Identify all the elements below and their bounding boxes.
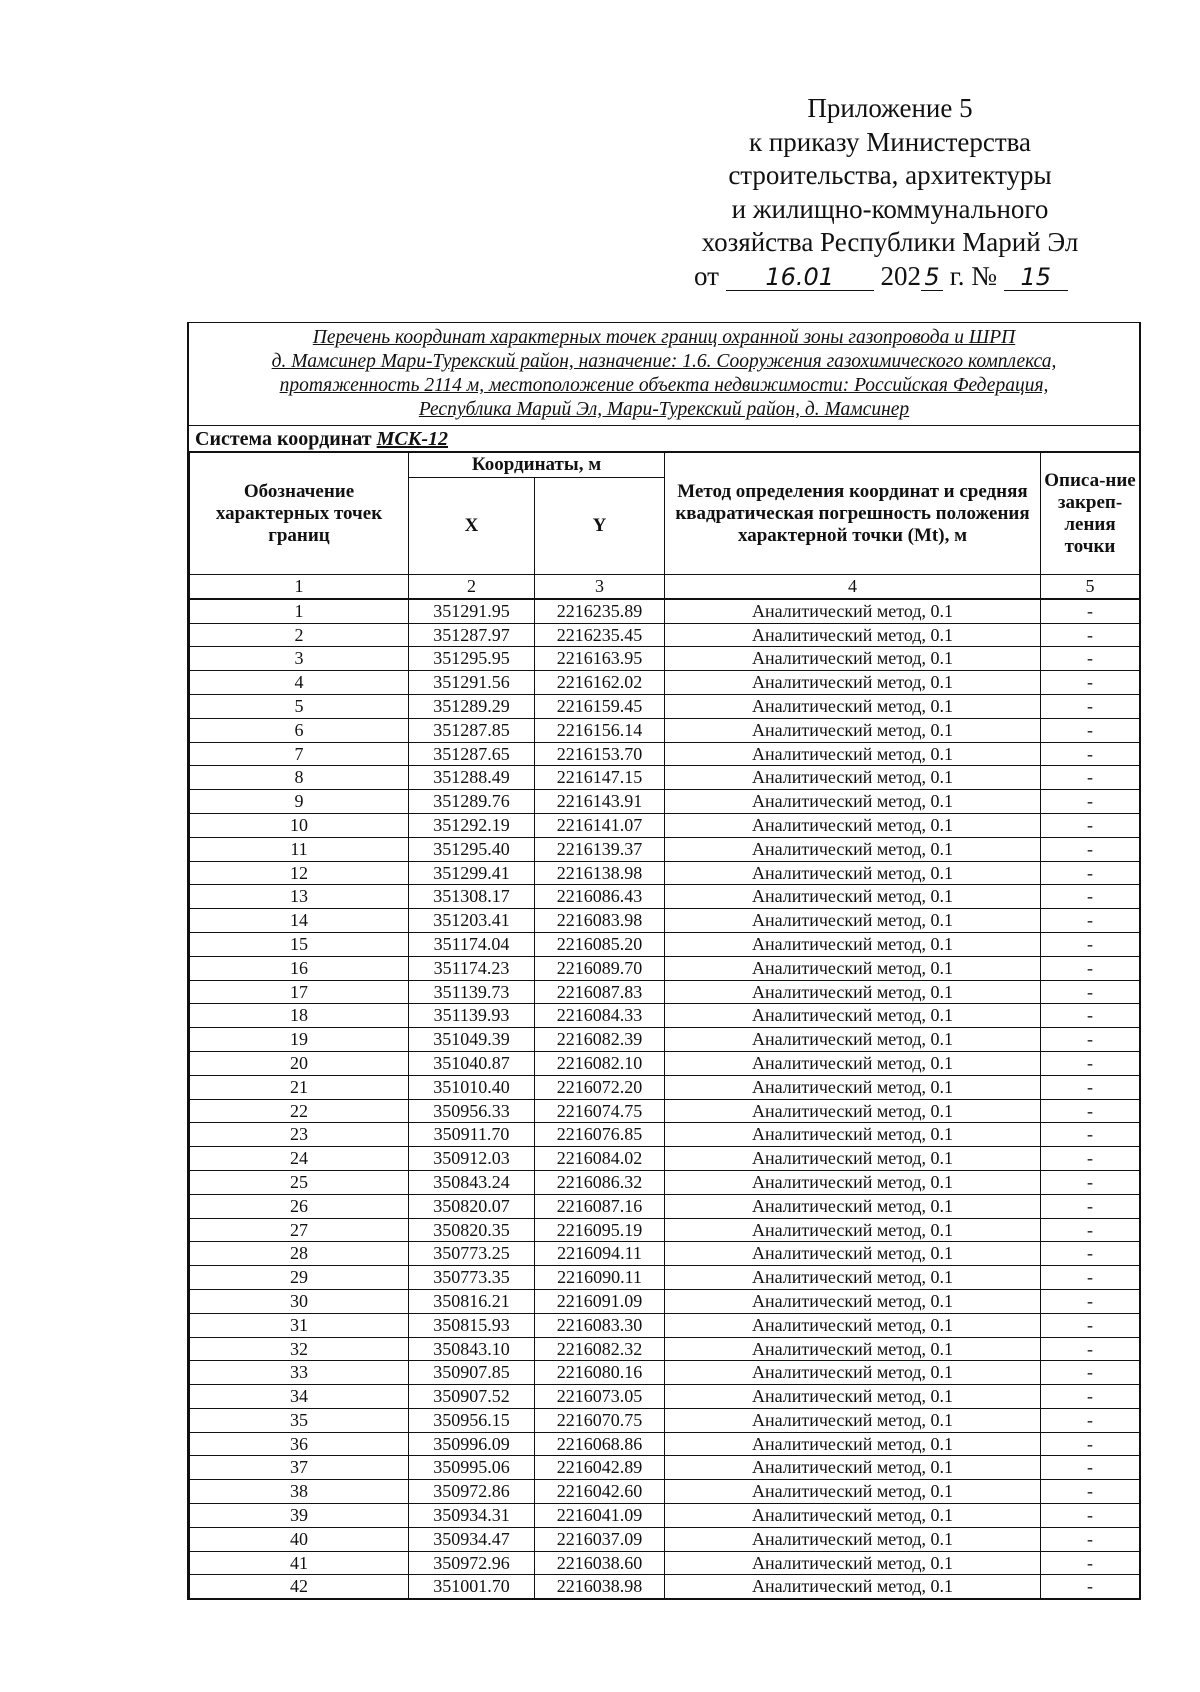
y-coordinate-cell: 2216138.98 [535,861,665,885]
x-coordinate-cell: 351287.97 [409,623,535,647]
table-row [190,1361,1140,1385]
description-cell: - [1041,1075,1140,1099]
y-coordinate-cell: 2216143.91 [535,790,665,814]
table-row [190,1456,1140,1480]
y-coordinate-cell: 2216041.09 [535,1504,665,1528]
point-number-cell: 3 [190,647,409,671]
description-cell: - [1041,1408,1140,1432]
table-row [190,1408,1140,1432]
y-coordinate-cell: 2216095.19 [535,1218,665,1242]
coordinates-table [189,452,1140,1599]
x-coordinate-cell: 350843.10 [409,1337,535,1361]
col-header-description: Описа-ние закреп-ления точки [1041,453,1140,575]
point-number-cell: 20 [190,1051,409,1075]
x-coordinate-cell: 350843.24 [409,1170,535,1194]
point-number-cell: 41 [190,1551,409,1575]
method-cell: Аналитический метод, 0.1 [665,1313,1041,1337]
x-coordinate-cell: 351291.95 [409,599,535,623]
method-cell: Аналитический метод, 0.1 [665,1123,1041,1147]
x-coordinate-cell: 350972.96 [409,1551,535,1575]
x-coordinate-cell: 350956.33 [409,1099,535,1123]
y-coordinate-cell: 2216147.15 [535,766,665,790]
y-coordinate-cell: 2216038.60 [535,1551,665,1575]
y-coordinate-cell: 2216139.37 [535,837,665,861]
table-row [190,694,1140,718]
y-coordinate-cell: 2216094.11 [535,1242,665,1266]
y-coordinate-cell: 2216089.70 [535,956,665,980]
point-number-cell: 5 [190,694,409,718]
description-cell: - [1041,647,1140,671]
method-cell: Аналитический метод, 0.1 [665,861,1041,885]
column-index: 3 [535,575,665,599]
table-row [190,1337,1140,1361]
point-number-cell: 26 [190,1194,409,1218]
description-cell: - [1041,1385,1140,1409]
point-number-cell: 13 [190,885,409,909]
table-row [190,1028,1140,1052]
table-row [190,742,1140,766]
x-coordinate-cell: 350815.93 [409,1313,535,1337]
method-cell: Аналитический метод, 0.1 [665,1385,1041,1409]
y-coordinate-cell: 2216083.30 [535,1313,665,1337]
description-cell: - [1041,980,1140,1004]
x-coordinate-cell: 350820.07 [409,1194,535,1218]
description-cell: - [1041,909,1140,933]
method-cell: Аналитический метод, 0.1 [665,1432,1041,1456]
description-cell: - [1041,861,1140,885]
x-coordinate-cell: 351289.76 [409,790,535,814]
point-number-cell: 39 [190,1504,409,1528]
method-cell: Аналитический метод, 0.1 [665,1028,1041,1052]
method-cell: Аналитический метод, 0.1 [665,932,1041,956]
method-cell: Аналитический метод, 0.1 [665,671,1041,695]
table-row [190,766,1140,790]
table-row [190,623,1140,647]
appendix-title: Приложение 5 [807,93,973,123]
point-number-cell: 14 [190,909,409,933]
table-row [190,1504,1140,1528]
point-number-cell: 21 [190,1075,409,1099]
x-coordinate-cell: 351308.17 [409,885,535,909]
description-cell: - [1041,766,1140,790]
x-coordinate-cell: 350934.47 [409,1527,535,1551]
coordinate-system-value: МСК-12 [376,428,448,450]
point-number-cell: 1 [190,599,409,623]
coordinate-system-label: Система координат [195,428,372,450]
point-number-cell: 40 [190,1527,409,1551]
y-coordinate-cell: 2216073.05 [535,1385,665,1409]
handwritten-order-number: 15 [1004,264,1068,291]
table-row [190,1242,1140,1266]
point-number-cell: 29 [190,1266,409,1290]
method-cell: Аналитический метод, 0.1 [665,766,1041,790]
description-cell: - [1041,1218,1140,1242]
point-number-cell: 27 [190,1218,409,1242]
table-row [190,1527,1140,1551]
caption-line-2: д. Мамсинер Мари-Турекский район, назначение: 1.6. Сооружения газохимического комплекса, [271,351,1057,372]
point-number-cell: 15 [190,932,409,956]
col-header-method: Метод определения координат и средняя квадратическая погрешность положения характерной точки (Mt), м [665,453,1041,575]
y-coordinate-cell: 2216072.20 [535,1075,665,1099]
y-coordinate-cell: 2216084.02 [535,1147,665,1171]
method-cell: Аналитический метод, 0.1 [665,1504,1041,1528]
description-cell: - [1041,1432,1140,1456]
y-coordinate-cell: 2216086.43 [535,885,665,909]
point-number-cell: 18 [190,1004,409,1028]
y-coordinate-cell: 2216162.02 [535,671,665,695]
table-row [190,885,1140,909]
column-index: 5 [1041,575,1140,599]
y-coordinate-cell: 2216086.32 [535,1170,665,1194]
description-cell: - [1041,1289,1140,1313]
y-coordinate-cell: 2216068.86 [535,1432,665,1456]
x-coordinate-cell: 351287.85 [409,718,535,742]
table-row [190,1170,1140,1194]
point-number-cell: 25 [190,1170,409,1194]
y-coordinate-cell: 2216082.39 [535,1028,665,1052]
x-coordinate-cell: 351203.41 [409,909,535,933]
y-coordinate-cell: 2216070.75 [535,1408,665,1432]
y-coordinate-cell: 2216235.89 [535,599,665,623]
x-coordinate-cell: 351287.65 [409,742,535,766]
y-coordinate-cell: 2216083.98 [535,909,665,933]
description-cell: - [1041,1337,1140,1361]
table-row [190,909,1140,933]
x-coordinate-cell: 350907.52 [409,1385,535,1409]
description-cell: - [1041,742,1140,766]
description-cell: - [1041,1147,1140,1171]
x-coordinate-cell: 351295.40 [409,837,535,861]
table-row [190,932,1140,956]
method-cell: Аналитический метод, 0.1 [665,599,1041,623]
x-coordinate-cell: 351174.04 [409,932,535,956]
method-cell: Аналитический метод, 0.1 [665,956,1041,980]
method-cell: Аналитический метод, 0.1 [665,813,1041,837]
method-cell: Аналитический метод, 0.1 [665,1575,1041,1599]
y-coordinate-cell: 2216042.89 [535,1456,665,1480]
table-row [190,1432,1140,1456]
method-cell: Аналитический метод, 0.1 [665,1551,1041,1575]
point-number-cell: 32 [190,1337,409,1361]
table-row [190,718,1140,742]
col-header-point: Обозначение характерных точек границ [190,453,409,575]
x-coordinate-cell: 351288.49 [409,766,535,790]
description-cell: - [1041,1194,1140,1218]
table-row [190,1480,1140,1504]
y-coordinate-cell: 2216156.14 [535,718,665,742]
y-coordinate-cell: 2216091.09 [535,1289,665,1313]
caption-line-3: протяженность 2114 м, местоположение объекта недвижимости: Российская Федерация, [279,375,1049,396]
y-coordinate-cell: 2216074.75 [535,1099,665,1123]
description-cell: - [1041,1028,1140,1052]
description-cell: - [1041,599,1140,623]
method-cell: Аналитический метод, 0.1 [665,1099,1041,1123]
x-coordinate-cell: 350956.15 [409,1408,535,1432]
point-number-cell: 34 [190,1385,409,1409]
description-cell: - [1041,1004,1140,1028]
y-coordinate-cell: 2216163.95 [535,647,665,671]
description-cell: - [1041,1527,1140,1551]
description-cell: - [1041,718,1140,742]
x-coordinate-cell: 350816.21 [409,1289,535,1313]
column-index: 1 [190,575,409,599]
x-coordinate-cell: 350773.25 [409,1242,535,1266]
method-cell: Аналитический метод, 0.1 [665,1051,1041,1075]
method-cell: Аналитический метод, 0.1 [665,790,1041,814]
point-number-cell: 2 [190,623,409,647]
x-coordinate-cell: 350972.86 [409,1480,535,1504]
column-index: 4 [665,575,1041,599]
x-coordinate-cell: 350907.85 [409,1361,535,1385]
point-number-cell: 42 [190,1575,409,1599]
table-row [190,599,1140,623]
col-header-coords: Координаты, м [409,453,665,478]
x-coordinate-cell: 351299.41 [409,861,535,885]
point-number-cell: 7 [190,742,409,766]
x-coordinate-cell: 351139.73 [409,980,535,1004]
table-row [190,1075,1140,1099]
point-number-cell: 37 [190,1456,409,1480]
point-number-cell: 38 [190,1480,409,1504]
point-number-cell: 24 [190,1147,409,1171]
table-row [190,1194,1140,1218]
table-row [190,1289,1140,1313]
ministry-name-line2: и жилищно-коммунального [731,193,1049,224]
method-cell: Аналитический метод, 0.1 [665,837,1041,861]
coordinate-system-row [189,426,1139,452]
caption-line-4: Республика Марий Эл, Мари-Турекский район, д. Мамсинер [418,399,910,420]
order-reference: к приказу Министерства [748,126,1032,157]
table-row [190,1551,1140,1575]
coordinates-table-frame [187,322,1141,1600]
handwritten-year-digit: 5 [921,264,943,291]
column-index: 2 [409,575,535,599]
description-cell: - [1041,694,1140,718]
point-number-cell: 30 [190,1289,409,1313]
method-cell: Аналитический метод, 0.1 [665,1480,1041,1504]
table-row [190,1575,1140,1599]
table-row [190,1004,1140,1028]
description-cell: - [1041,1123,1140,1147]
x-coordinate-cell: 351049.39 [409,1028,535,1052]
method-cell: Аналитический метод, 0.1 [665,1527,1041,1551]
method-cell: Аналитический метод, 0.1 [665,1170,1041,1194]
y-coordinate-cell: 2216084.33 [535,1004,665,1028]
point-number-cell: 6 [190,718,409,742]
method-cell: Аналитический метод, 0.1 [665,718,1041,742]
point-number-cell: 17 [190,980,409,1004]
description-cell: - [1041,1266,1140,1290]
method-cell: Аналитический метод, 0.1 [665,694,1041,718]
x-coordinate-cell: 350995.06 [409,1456,535,1480]
date-prefix: от [694,260,719,291]
ministry-name-line1: строительства, архитектуры [728,160,1052,190]
table-row [190,1147,1140,1171]
description-cell: - [1041,1551,1140,1575]
description-cell: - [1041,837,1140,861]
y-coordinate-cell: 2216087.16 [535,1194,665,1218]
y-coordinate-cell: 2216085.20 [535,932,665,956]
method-cell: Аналитический метод, 0.1 [665,1408,1041,1432]
appendix-header [680,92,1100,293]
table-row [190,956,1140,980]
description-cell: - [1041,1099,1140,1123]
method-cell: Аналитический метод, 0.1 [665,1456,1041,1480]
table-row [190,1099,1140,1123]
x-coordinate-cell: 351295.95 [409,647,535,671]
table-row [190,813,1140,837]
method-cell: Аналитический метод, 0.1 [665,1361,1041,1385]
method-cell: Аналитический метод, 0.1 [665,980,1041,1004]
point-number-cell: 12 [190,861,409,885]
col-header-y: Y [535,478,665,575]
y-coordinate-cell: 2216080.16 [535,1361,665,1385]
y-coordinate-cell: 2216141.07 [535,813,665,837]
method-cell: Аналитический метод, 0.1 [665,623,1041,647]
table-row [190,1123,1140,1147]
column-index-row [190,575,1140,599]
y-coordinate-cell: 2216037.09 [535,1527,665,1551]
x-coordinate-cell: 350911.70 [409,1123,535,1147]
point-number-cell: 35 [190,1408,409,1432]
method-cell: Аналитический метод, 0.1 [665,647,1041,671]
point-number-cell: 16 [190,956,409,980]
method-cell: Аналитический метод, 0.1 [665,885,1041,909]
method-cell: Аналитический метод, 0.1 [665,1242,1041,1266]
x-coordinate-cell: 350996.09 [409,1432,535,1456]
method-cell: Аналитический метод, 0.1 [665,742,1041,766]
description-cell: - [1041,885,1140,909]
method-cell: Аналитический метод, 0.1 [665,1194,1041,1218]
y-coordinate-cell: 2216082.32 [535,1337,665,1361]
table-row [190,1385,1140,1409]
y-coordinate-cell: 2216042.60 [535,1480,665,1504]
x-coordinate-cell: 351174.23 [409,956,535,980]
x-coordinate-cell: 351292.19 [409,813,535,837]
year-prefix: 202 [880,260,921,291]
method-cell: Аналитический метод, 0.1 [665,1289,1041,1313]
y-coordinate-cell: 2216076.85 [535,1123,665,1147]
table-row [190,647,1140,671]
point-number-cell: 4 [190,671,409,695]
method-cell: Аналитический метод, 0.1 [665,1337,1041,1361]
description-cell: - [1041,1504,1140,1528]
method-cell: Аналитический метод, 0.1 [665,909,1041,933]
x-coordinate-cell: 350934.31 [409,1504,535,1528]
y-coordinate-cell: 2216038.98 [535,1575,665,1599]
y-coordinate-cell: 2216090.11 [535,1266,665,1290]
description-cell: - [1041,623,1140,647]
x-coordinate-cell: 351139.93 [409,1004,535,1028]
point-number-cell: 9 [190,790,409,814]
table-row [190,1218,1140,1242]
y-coordinate-cell: 2216082.10 [535,1051,665,1075]
point-number-cell: 10 [190,813,409,837]
x-coordinate-cell: 350912.03 [409,1147,535,1171]
table-row [190,1266,1140,1290]
point-number-cell: 11 [190,837,409,861]
point-number-cell: 31 [190,1313,409,1337]
table-row [190,1051,1140,1075]
number-prefix: г. № [949,260,997,291]
col-header-x: X [409,478,535,575]
table-row [190,790,1140,814]
table-caption [189,323,1139,426]
caption-line-1: Перечень координат характерных точек границ охранной зоны газопровода и ШРП [312,327,1016,348]
method-cell: Аналитический метод, 0.1 [665,1004,1041,1028]
x-coordinate-cell: 351291.56 [409,671,535,695]
x-coordinate-cell: 351040.87 [409,1051,535,1075]
method-cell: Аналитический метод, 0.1 [665,1266,1041,1290]
description-cell: - [1041,1242,1140,1266]
description-cell: - [1041,1480,1140,1504]
description-cell: - [1041,932,1140,956]
method-cell: Аналитический метод, 0.1 [665,1147,1041,1171]
y-coordinate-cell: 2216153.70 [535,742,665,766]
method-cell: Аналитический метод, 0.1 [665,1075,1041,1099]
description-cell: - [1041,790,1140,814]
description-cell: - [1041,1456,1140,1480]
table-row [190,837,1140,861]
description-cell: - [1041,1361,1140,1385]
description-cell: - [1041,1313,1140,1337]
order-date-line [680,260,1100,294]
point-number-cell: 19 [190,1028,409,1052]
table-row [190,671,1140,695]
point-number-cell: 28 [190,1242,409,1266]
ministry-name-line3: хозяйства Республики Марий Эл [701,227,1079,257]
y-coordinate-cell: 2216159.45 [535,694,665,718]
description-cell: - [1041,1575,1140,1599]
method-cell: Аналитический метод, 0.1 [665,1218,1041,1242]
description-cell: - [1041,1051,1140,1075]
x-coordinate-cell: 351010.40 [409,1075,535,1099]
description-cell: - [1041,956,1140,980]
point-number-cell: 8 [190,766,409,790]
table-row [190,980,1140,1004]
y-coordinate-cell: 2216087.83 [535,980,665,1004]
description-cell: - [1041,671,1140,695]
x-coordinate-cell: 350820.35 [409,1218,535,1242]
coordinates-table-body [190,599,1140,1599]
x-coordinate-cell: 351001.70 [409,1575,535,1599]
point-number-cell: 22 [190,1099,409,1123]
description-cell: - [1041,1170,1140,1194]
point-number-cell: 33 [190,1361,409,1385]
table-row [190,861,1140,885]
x-coordinate-cell: 350773.35 [409,1266,535,1290]
point-number-cell: 36 [190,1432,409,1456]
table-row [190,1313,1140,1337]
point-number-cell: 23 [190,1123,409,1147]
y-coordinate-cell: 2216235.45 [535,623,665,647]
x-coordinate-cell: 351289.29 [409,694,535,718]
description-cell: - [1041,813,1140,837]
handwritten-date: 16.01 [726,264,874,291]
